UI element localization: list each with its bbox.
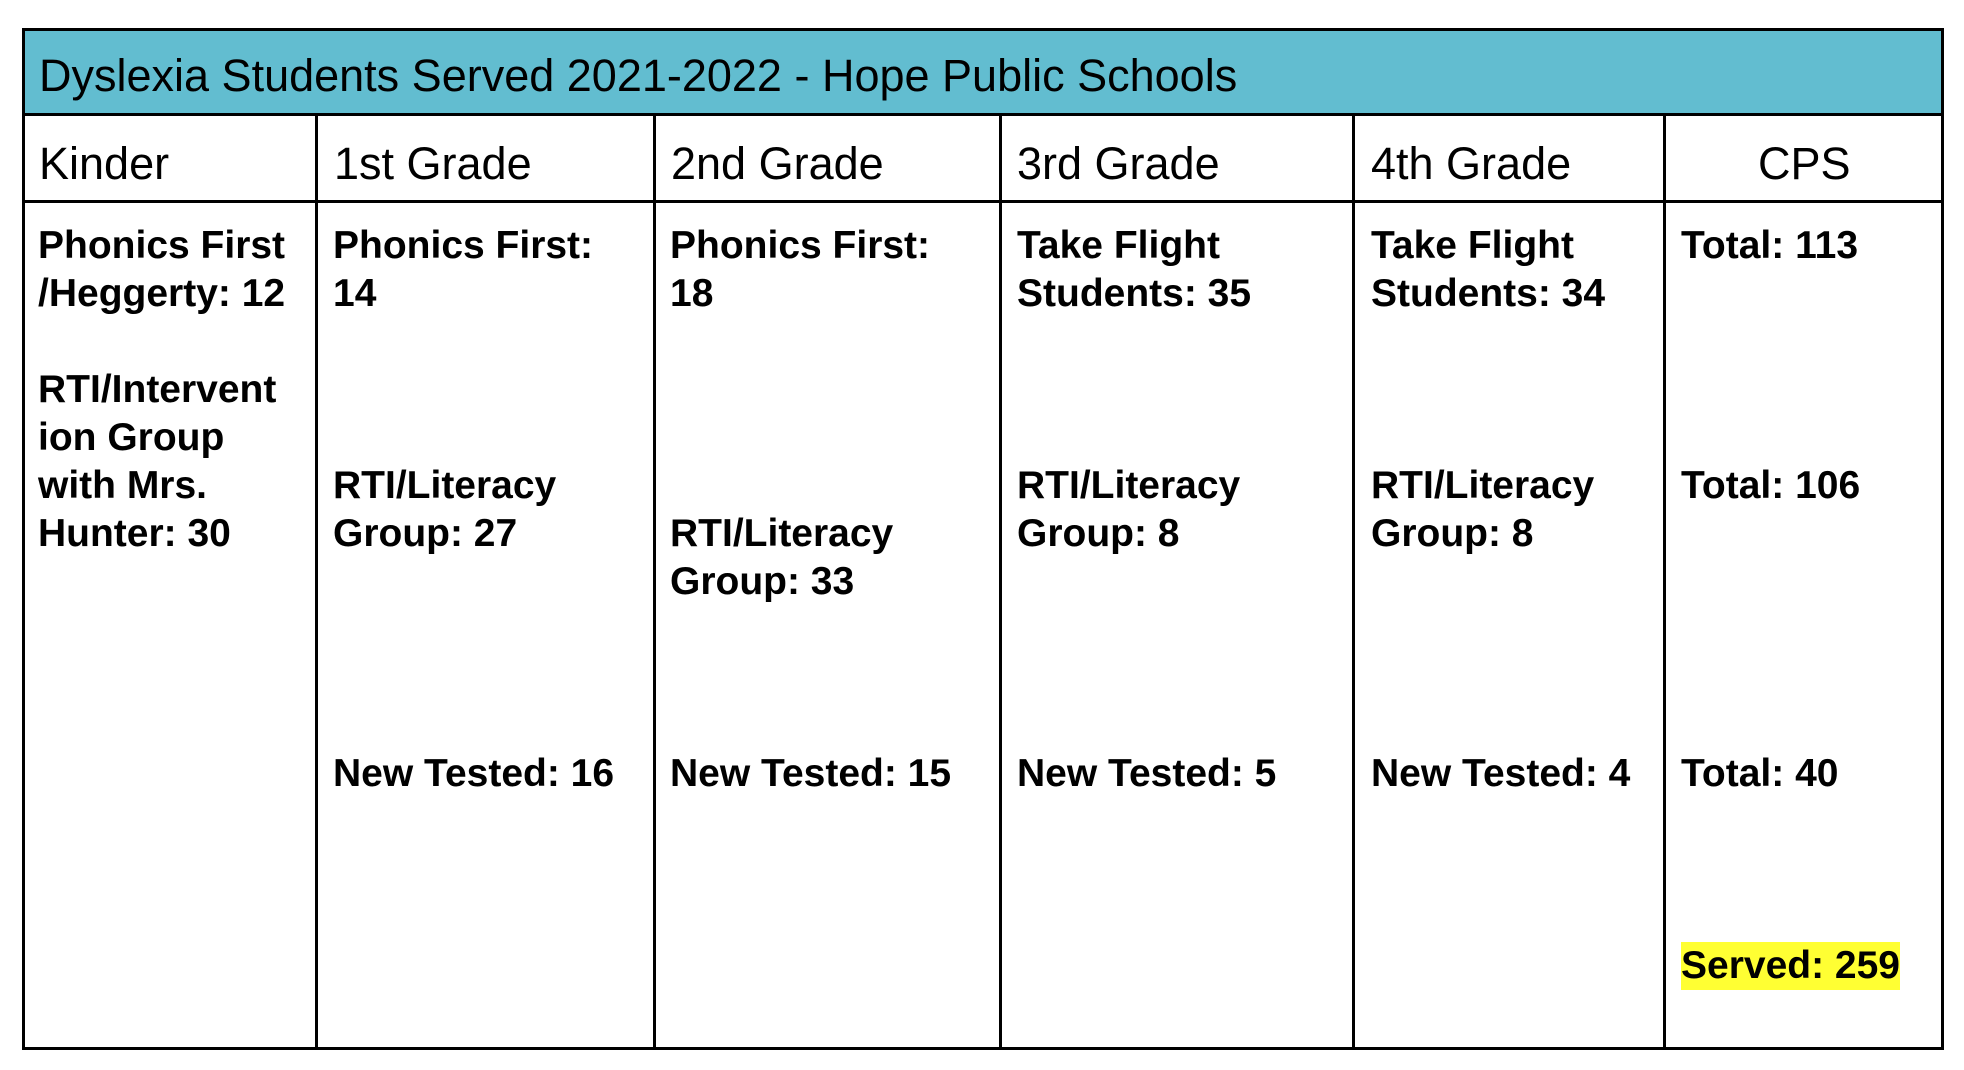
kinder-rti-line: with Mrs.	[38, 464, 208, 507]
grade1-phonics-line: Phonics First:	[333, 224, 594, 267]
data-table	[22, 28, 1944, 1050]
column-divider	[1352, 116, 1355, 1047]
kinder-rti-line: ion Group	[38, 416, 225, 459]
grade2-rti-line: Group: 33	[670, 560, 855, 603]
header-4th-grade: 4th Grade	[1371, 138, 1572, 189]
header-1st-grade: 1st Grade	[334, 138, 532, 189]
table-title-bar	[25, 31, 1941, 116]
grade1-new-tested: New Tested: 16	[333, 752, 615, 795]
header-cps: CPS	[1758, 138, 1851, 189]
grade3-new-tested: New Tested: 5	[1017, 752, 1277, 795]
header-row	[25, 116, 1941, 203]
kinder-rti-line: RTI/Intervent	[38, 368, 277, 411]
grade2-phonics-line: 18	[670, 272, 714, 315]
column-divider	[1663, 116, 1666, 1047]
grade4-rti-line: RTI/Literacy	[1371, 464, 1595, 507]
grade3-takeflight-line: Take Flight	[1017, 224, 1220, 267]
grade1-rti-line: RTI/Literacy	[333, 464, 557, 507]
column-divider	[653, 116, 656, 1047]
grade3-rti-line: Group: 8	[1017, 512, 1180, 555]
cps-total-phonics: Total: 113	[1681, 224, 1859, 267]
grade3-takeflight-line: Students: 35	[1017, 272, 1252, 315]
kinder-phonics-line: Phonics First	[38, 224, 286, 267]
grade1-rti-line: Group: 27	[333, 512, 518, 555]
grade2-new-tested: New Tested: 15	[670, 752, 952, 795]
header-3rd-grade: 3rd Grade	[1017, 138, 1220, 189]
grade1-phonics-line: 14	[333, 272, 377, 315]
column-divider	[999, 116, 1002, 1047]
grade4-takeflight-line: Students: 34	[1371, 272, 1606, 315]
cps-total-new-tested: Total: 40	[1681, 752, 1839, 795]
cps-total-rti: Total: 106	[1681, 464, 1861, 507]
grade2-phonics-line: Phonics First:	[670, 224, 931, 267]
header-kinder: Kinder	[39, 138, 170, 189]
cps-served-total: Served: 259	[1681, 942, 1900, 990]
grade4-rti-line: Group: 8	[1371, 512, 1534, 555]
table-title: Dyslexia Students Served 2021-2022 - Hope Public Schools	[39, 50, 1238, 101]
kinder-phonics-line: /Heggerty: 12	[38, 272, 286, 315]
grade4-new-tested: New Tested: 4	[1371, 752, 1631, 795]
kinder-rti-line: Hunter: 30	[38, 512, 231, 555]
grade2-rti-line: RTI/Literacy	[670, 512, 894, 555]
header-2nd-grade: 2nd Grade	[671, 138, 884, 189]
grade3-rti-line: RTI/Literacy	[1017, 464, 1241, 507]
column-divider	[315, 116, 318, 1047]
grade4-takeflight-line: Take Flight	[1371, 224, 1574, 267]
